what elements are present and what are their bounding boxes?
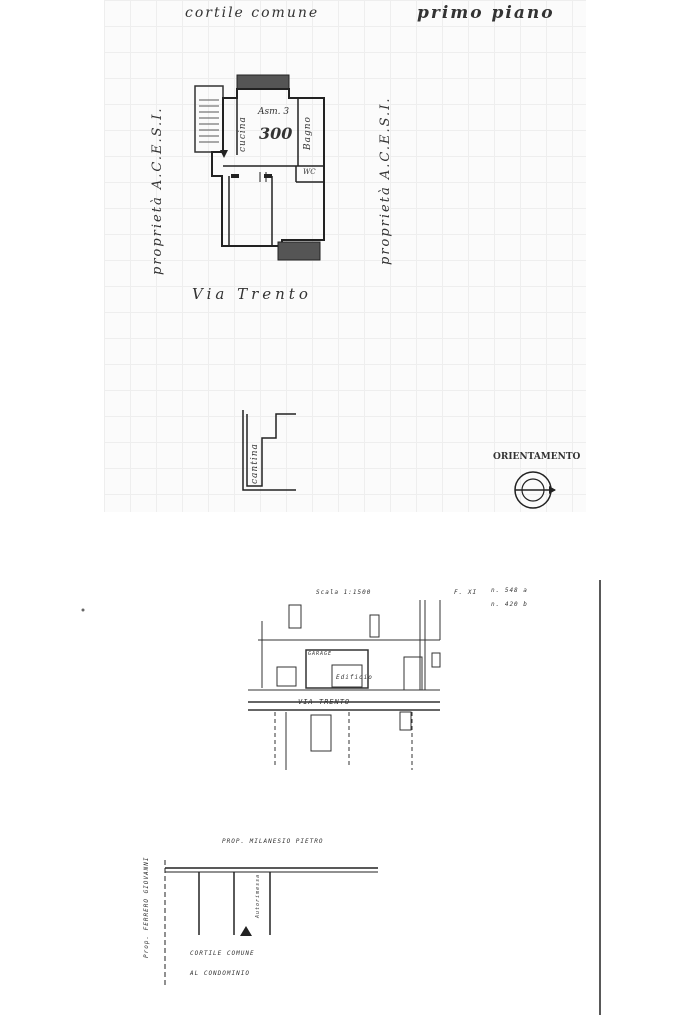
courtyard-line1: CORTILE COMUNE	[190, 950, 255, 957]
courtyard-label: cortile comune	[185, 5, 320, 21]
left-owner-label: proprietà A.C.E.S.I.	[150, 106, 165, 275]
bath-label: Bagno	[303, 116, 313, 150]
courtyard-line2: AL CONDOMINIO	[190, 970, 250, 977]
apartment-number: 300	[259, 124, 293, 143]
apartment-label: Asm. 3	[258, 107, 290, 117]
site-street-label: VIA TRENTO	[298, 698, 351, 706]
floor-label: primo piano	[417, 3, 555, 23]
scale-label: Scala 1:1500	[316, 589, 372, 596]
wc-label: WC	[303, 168, 316, 176]
sheet-label: F. XI	[454, 589, 478, 596]
parcel-b-label: n. 420 b	[491, 601, 528, 608]
kitchen-label: cucina	[238, 116, 248, 152]
orientation-label: ORIENTAMENTO	[493, 452, 581, 462]
cellar-label: cantina	[250, 443, 260, 484]
west-owner-label: Prop. FERRERO GIOVANNI	[143, 856, 150, 958]
right-owner-label: proprietà A.C.E.S.I.	[378, 96, 393, 265]
north-owner-label: PROP. MILANESIO PIETRO	[222, 838, 324, 845]
building-label: Edificio	[336, 674, 373, 681]
street-label: Via Trento	[192, 285, 312, 303]
autorimessa-label: Autorimessa	[255, 873, 261, 918]
garage-map-label: GARAGE	[308, 651, 333, 657]
parcel-a-label: n. 548 a	[491, 587, 528, 594]
